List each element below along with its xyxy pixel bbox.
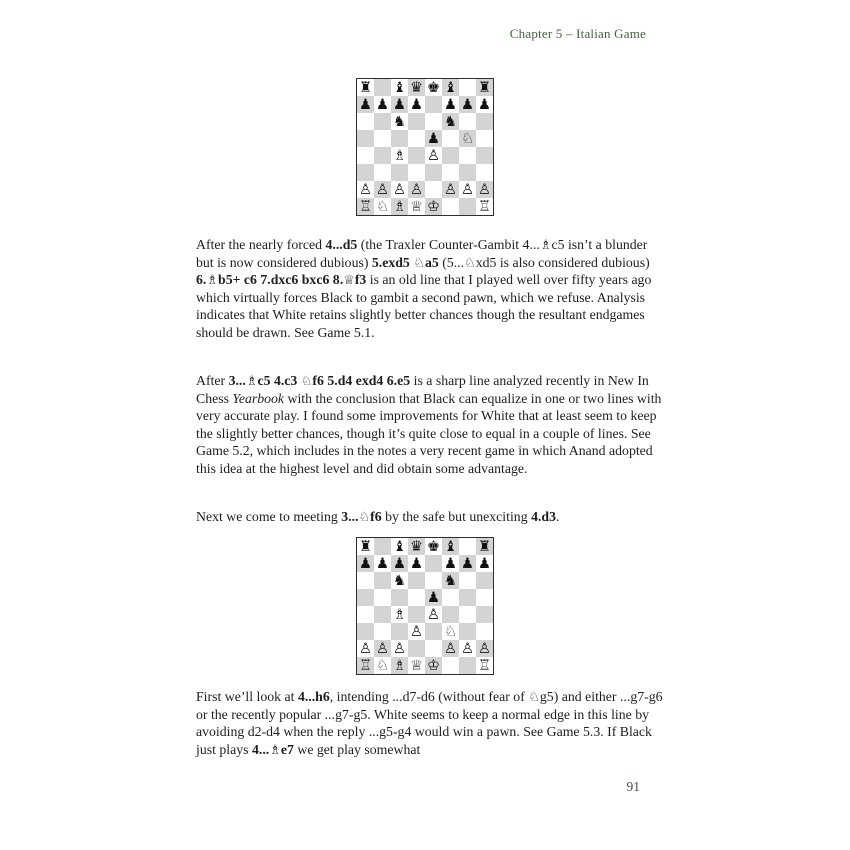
chess-piece: ♘ — [376, 657, 389, 674]
chess-piece: ♝ — [393, 538, 406, 555]
board-square — [357, 589, 374, 606]
board-square — [357, 572, 374, 589]
board-square — [459, 623, 476, 640]
figurine-icon: ♘ — [528, 690, 540, 705]
chess-piece: ♚ — [427, 79, 440, 96]
paragraph-next-meeting — [196, 508, 664, 526]
board-square — [391, 623, 408, 640]
chess-piece: ♟ — [376, 96, 389, 113]
chess-piece: ♙ — [359, 181, 372, 198]
board-square — [408, 130, 425, 147]
chess-piece: ♟ — [376, 555, 389, 572]
board-square — [374, 623, 391, 640]
chess-piece: ♙ — [461, 640, 474, 657]
text-run: . — [555, 509, 560, 524]
text-run: f6 — [370, 509, 382, 524]
chess-piece: ♙ — [427, 606, 440, 623]
chess-piece: ♟ — [410, 555, 423, 572]
text-run: Next we come to meeting — [196, 509, 342, 524]
text-run: g5) and either ...g7-g6 or the recently popular ...g7-g5. White seems to keep a normal edge in this line by avoiding d2-d4 when the reply ...g5-g4 would win a pawn. See Game 5.3. If Black just plays — [196, 689, 663, 757]
text-run: f3 — [354, 272, 367, 287]
board-square — [459, 79, 476, 96]
board-square — [476, 130, 493, 147]
chess-piece: ♙ — [410, 623, 423, 640]
board-square — [425, 113, 442, 130]
chess-piece: ♝ — [393, 79, 406, 96]
chess-piece: ♗ — [393, 198, 406, 215]
board-square — [459, 164, 476, 181]
chess-piece: ♘ — [444, 623, 457, 640]
chess-piece: ♞ — [444, 572, 457, 589]
board-square — [425, 623, 442, 640]
text-run: we get play somewhat — [293, 741, 421, 757]
board-square — [374, 113, 391, 130]
board-square — [391, 589, 408, 606]
chess-piece: ♛ — [410, 79, 423, 96]
chess-piece: ♗ — [393, 657, 406, 674]
chess-piece: ♙ — [461, 181, 474, 198]
board-square — [357, 113, 374, 130]
chess-diagram-after-4Ng5 — [356, 78, 494, 216]
chess-piece: ♙ — [376, 640, 389, 657]
chess-piece: ♙ — [393, 640, 406, 657]
board-square — [459, 538, 476, 555]
board-square — [476, 606, 493, 623]
chess-piece: ♟ — [461, 555, 474, 572]
text-run: First we’ll look at — [196, 689, 298, 704]
chess-piece: ♟ — [478, 555, 491, 572]
chess-piece: ♙ — [359, 640, 372, 657]
figurine-icon: ♘ — [358, 510, 371, 525]
board-square — [357, 623, 374, 640]
board-square — [408, 589, 425, 606]
board-square — [476, 572, 493, 589]
text-run: f6 5.d4 exd4 6.e5 — [312, 373, 411, 388]
board-square — [408, 572, 425, 589]
paragraph-giuoco-line — [196, 372, 664, 477]
text-run: 5.exd5 — [371, 254, 414, 270]
text-run: Yearbook — [232, 390, 285, 406]
board-square — [476, 164, 493, 181]
board-square — [476, 113, 493, 130]
page-number: 91 — [626, 779, 640, 794]
chess-piece: ♔ — [427, 657, 440, 674]
chess-piece: ♖ — [359, 657, 372, 674]
board-square — [408, 640, 425, 657]
figurine-icon: ♘ — [464, 255, 476, 271]
chess-piece: ♜ — [478, 538, 491, 555]
paragraph-first-look — [196, 688, 664, 758]
text-run: is a sharp line analyzed recently in New In Chess — [196, 373, 649, 406]
chess-piece: ♟ — [478, 96, 491, 113]
text-run: After — [196, 373, 229, 388]
text-run: c5 4.c3 — [257, 373, 301, 388]
chess-piece: ♟ — [359, 96, 372, 113]
chess-piece: ♙ — [410, 181, 423, 198]
text-run: 3... — [341, 509, 359, 524]
text-run: e7 — [280, 741, 294, 757]
chess-piece: ♝ — [444, 538, 457, 555]
chess-piece: ♙ — [478, 181, 491, 198]
figurine-icon: ♗ — [539, 238, 552, 253]
chess-diagram-after-4d3 — [356, 537, 494, 675]
board-square — [374, 538, 391, 555]
board-square — [408, 164, 425, 181]
chess-piece: ♚ — [427, 538, 440, 555]
board-square — [476, 147, 493, 164]
board-square — [374, 606, 391, 623]
board-square — [357, 147, 374, 164]
board-square — [459, 572, 476, 589]
text-run: with the conclusion that Black can equalize in one or two lines with very accurate play. I found some improvements for White that at least seem to keep the slightly better chances, though it’s quite close to equal in a couple of lines. See Game 5.2, which includes in the notes a very recent game in which Anand adopted this idea at the highest level and did obtain some advantage. — [196, 390, 662, 476]
chess-piece: ♟ — [444, 96, 457, 113]
chess-piece: ♖ — [359, 198, 372, 215]
chess-piece: ♟ — [393, 96, 406, 113]
chess-piece: ♙ — [444, 640, 457, 657]
board-square — [374, 572, 391, 589]
chess-piece: ♛ — [410, 538, 423, 555]
board-square — [476, 623, 493, 640]
board-square — [408, 147, 425, 164]
chess-piece: ♙ — [393, 181, 406, 198]
board-square — [459, 589, 476, 606]
chess-piece: ♟ — [427, 589, 440, 606]
board-square — [476, 589, 493, 606]
board-square — [459, 113, 476, 130]
chess-piece: ♗ — [393, 147, 406, 164]
board-square — [357, 606, 374, 623]
text-run: 4... — [251, 741, 270, 757]
chess-piece: ♟ — [427, 130, 440, 147]
board-square — [374, 79, 391, 96]
board-square — [442, 606, 459, 623]
chess-piece: ♔ — [427, 198, 440, 215]
chapter-header: Chapter 5 – Italian Game — [509, 26, 646, 41]
chess-piece: ♙ — [444, 181, 457, 198]
chess-piece: ♞ — [393, 572, 406, 589]
chess-piece: ♜ — [359, 79, 372, 96]
chess-piece: ♟ — [461, 96, 474, 113]
text-run: c5 isn’t a blunder but is now considered dubious) — [196, 237, 648, 270]
chess-piece: ♝ — [444, 79, 457, 96]
figurine-icon: ♗ — [206, 273, 219, 288]
chess-piece: ♙ — [427, 147, 440, 164]
figurine-icon: ♕ — [343, 273, 355, 288]
text-run: xd5 is also considered dubious) — [475, 254, 650, 270]
text-run: b5+ c6 7.dxc6 bxc6 8. — [218, 272, 344, 287]
chess-piece: ♗ — [393, 606, 406, 623]
board-square — [459, 198, 476, 215]
board-square — [442, 657, 459, 674]
board-square — [408, 606, 425, 623]
text-run: 4.d3 — [531, 509, 556, 524]
chess-piece: ♙ — [478, 640, 491, 657]
chess-piece: ♘ — [461, 130, 474, 147]
board-square — [459, 657, 476, 674]
board-square — [408, 113, 425, 130]
chess-piece: ♖ — [478, 198, 491, 215]
chess-piece: ♘ — [376, 198, 389, 215]
chess-piece: ♟ — [359, 555, 372, 572]
board-square — [374, 164, 391, 181]
board-square — [425, 572, 442, 589]
text-run: 6. — [196, 272, 207, 287]
board-square — [391, 164, 408, 181]
text-run: (the Traxler Counter-Gambit 4... — [357, 237, 540, 252]
chess-piece: ♙ — [376, 181, 389, 198]
chess-piece: ♞ — [444, 113, 457, 130]
chess-piece: ♜ — [478, 79, 491, 96]
chess-piece: ♟ — [410, 96, 423, 113]
board-square — [459, 147, 476, 164]
paragraph-traxler-line — [196, 236, 664, 341]
text-run: 3... — [228, 373, 246, 388]
board-square — [459, 606, 476, 623]
board-square — [425, 555, 442, 572]
text-run: is an old line that I played well over fifty years ago which virtually forces Black to gambit a second pawn, which we refuse. Analysis indicates that White retains slightly better chances though the resultant endgames should be drawn. See Game 5.1. — [196, 272, 652, 340]
chess-piece: ♖ — [478, 657, 491, 674]
board-square — [374, 130, 391, 147]
figurine-icon: ♗ — [245, 374, 258, 389]
board-square — [425, 164, 442, 181]
board-square — [374, 589, 391, 606]
text-run: a5 — [424, 254, 439, 270]
board-square — [442, 130, 459, 147]
chess-piece: ♟ — [393, 555, 406, 572]
figurine-icon: ♘ — [413, 255, 425, 271]
board-square — [425, 181, 442, 198]
text-run: by the safe but unexciting — [381, 509, 532, 524]
board-square — [442, 147, 459, 164]
chess-piece: ♞ — [393, 113, 406, 130]
board-square — [442, 589, 459, 606]
board-square — [442, 164, 459, 181]
chess-piece: ♜ — [359, 538, 372, 555]
board-square — [374, 147, 391, 164]
text-run: 4...h6 — [297, 689, 330, 704]
board-square — [425, 640, 442, 657]
board-square — [391, 130, 408, 147]
text-run: 4...d5 — [325, 237, 358, 252]
text-run: (5... — [438, 254, 465, 270]
board-square — [425, 96, 442, 113]
figurine-icon: ♗ — [269, 742, 281, 758]
board-square — [357, 130, 374, 147]
chess-piece: ♕ — [410, 657, 423, 674]
chess-piece: ♕ — [410, 198, 423, 215]
figurine-icon: ♘ — [300, 374, 313, 389]
text-run: , intending ...d7-d6 (without fear of — [329, 689, 529, 704]
chess-piece: ♟ — [444, 555, 457, 572]
board-square — [357, 164, 374, 181]
text-run: After the nearly forced — [196, 237, 326, 252]
board-square — [442, 198, 459, 215]
